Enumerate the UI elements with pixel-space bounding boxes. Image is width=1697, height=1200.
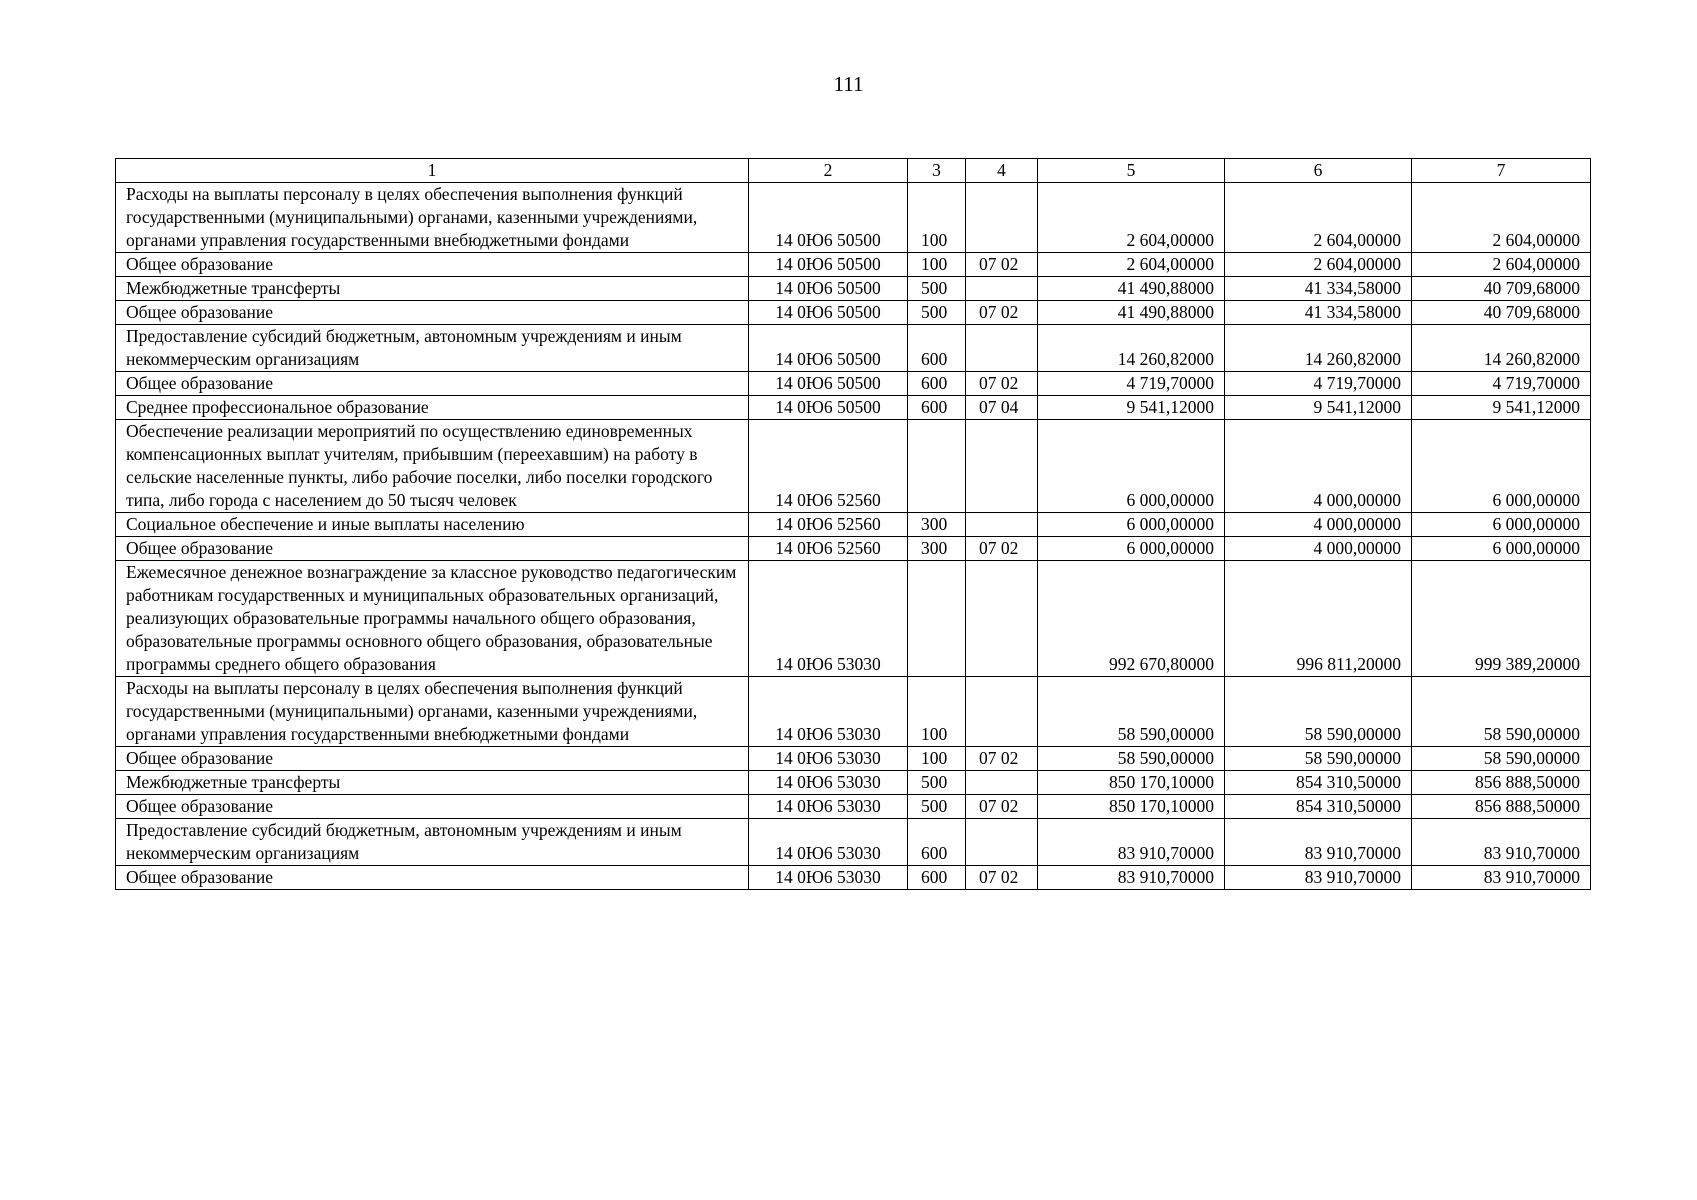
row-vr: 100 — [908, 747, 966, 771]
row-value-7: 40 709,68000 — [1412, 301, 1591, 325]
row-vr: 500 — [908, 301, 966, 325]
row-name: Общее образование — [116, 301, 749, 325]
row-value-5: 2 604,00000 — [1038, 253, 1225, 277]
row-value-5: 992 670,80000 — [1038, 561, 1225, 677]
row-value-5: 850 170,10000 — [1038, 771, 1225, 795]
row-value-7: 58 590,00000 — [1412, 677, 1591, 747]
table-row — [116, 771, 1591, 795]
table-row — [116, 301, 1591, 325]
row-vr: 100 — [908, 253, 966, 277]
row-value-7: 58 590,00000 — [1412, 747, 1591, 771]
row-name: Общее образование — [116, 747, 749, 771]
row-value-6: 41 334,58000 — [1225, 277, 1412, 301]
row-value-5: 6 000,00000 — [1038, 537, 1225, 561]
row-name: Ежемесячное денежное вознаграждение за классное руководство педагогическим работникам государственных и муниципальных образовательных организаций, реализующих образовательные программы начального общего образования, образовательные программы основного общего образования, образовательные программы среднего общего образования — [116, 561, 749, 677]
row-rz — [966, 325, 1038, 372]
row-value-5: 850 170,10000 — [1038, 795, 1225, 819]
row-rz: 07 02 — [966, 537, 1038, 561]
row-value-5: 83 910,70000 — [1038, 866, 1225, 890]
row-vr: 100 — [908, 677, 966, 747]
row-value-5: 41 490,88000 — [1038, 277, 1225, 301]
row-rz — [966, 183, 1038, 253]
row-value-6: 854 310,50000 — [1225, 795, 1412, 819]
row-rz — [966, 277, 1038, 301]
row-rz — [966, 513, 1038, 537]
row-value-5: 58 590,00000 — [1038, 677, 1225, 747]
row-value-6: 4 719,70000 — [1225, 372, 1412, 396]
row-value-6: 41 334,58000 — [1225, 301, 1412, 325]
row-rz: 07 02 — [966, 301, 1038, 325]
row-value-6: 4 000,00000 — [1225, 513, 1412, 537]
row-vr: 600 — [908, 819, 966, 866]
row-rz: 07 02 — [966, 866, 1038, 890]
row-code: 14 0Ю6 53030 — [749, 771, 908, 795]
row-vr: 300 — [908, 537, 966, 561]
row-value-7: 4 719,70000 — [1412, 372, 1591, 396]
table-row — [116, 537, 1591, 561]
row-code: 14 0Ю6 50500 — [749, 183, 908, 253]
table-row — [116, 677, 1591, 747]
row-code: 14 0Ю6 53030 — [749, 819, 908, 866]
row-code: 14 0Ю6 52560 — [749, 420, 908, 513]
row-value-6: 854 310,50000 — [1225, 771, 1412, 795]
table-row — [116, 325, 1591, 372]
row-code: 14 0Ю6 50500 — [749, 277, 908, 301]
row-value-7: 999 389,20000 — [1412, 561, 1591, 677]
row-name: Общее образование — [116, 866, 749, 890]
row-rz: 07 02 — [966, 795, 1038, 819]
row-vr: 300 — [908, 513, 966, 537]
row-rz: 07 04 — [966, 396, 1038, 420]
row-name: Предоставление субсидий бюджетным, автономным учреждениям и иным некоммерческим организациям — [116, 819, 749, 866]
row-value-7: 6 000,00000 — [1412, 537, 1591, 561]
row-value-5: 58 590,00000 — [1038, 747, 1225, 771]
table-row — [116, 513, 1591, 537]
row-value-5: 2 604,00000 — [1038, 183, 1225, 253]
row-name: Социальное обеспечение и иные выплаты населению — [116, 513, 749, 537]
row-vr — [908, 561, 966, 677]
row-code: 14 0Ю6 52560 — [749, 537, 908, 561]
row-name: Расходы на выплаты персоналу в целях обеспечения выполнения функций государственными (муниципальными) органами, казенными учреждениями, органами управления государственными внебюджетными фондами — [116, 183, 749, 253]
row-value-7: 9 541,12000 — [1412, 396, 1591, 420]
row-name: Общее образование — [116, 253, 749, 277]
row-value-6: 4 000,00000 — [1225, 420, 1412, 513]
row-value-7: 6 000,00000 — [1412, 513, 1591, 537]
row-code: 14 0Ю6 50500 — [749, 253, 908, 277]
row-code: 14 0Ю6 50500 — [749, 301, 908, 325]
row-value-7: 2 604,00000 — [1412, 183, 1591, 253]
table-row — [116, 277, 1591, 301]
row-rz: 07 02 — [966, 372, 1038, 396]
row-value-6: 14 260,82000 — [1225, 325, 1412, 372]
row-vr: 500 — [908, 771, 966, 795]
table-row — [116, 561, 1591, 677]
budget-table — [115, 158, 1591, 890]
row-value-5: 14 260,82000 — [1038, 325, 1225, 372]
row-value-7: 2 604,00000 — [1412, 253, 1591, 277]
row-code: 14 0Ю6 50500 — [749, 396, 908, 420]
header-cell-6: 6 — [1225, 159, 1412, 183]
row-vr: 600 — [908, 325, 966, 372]
row-value-7: 14 260,82000 — [1412, 325, 1591, 372]
row-code: 14 0Ю6 53030 — [749, 866, 908, 890]
header-cell-4: 4 — [966, 159, 1038, 183]
row-name: Расходы на выплаты персоналу в целях обеспечения выполнения функций государственными (муниципальными) органами, казенными учреждениями, органами управления государственными внебюджетными фондами — [116, 677, 749, 747]
table-row — [116, 819, 1591, 866]
row-code: 14 0Ю6 53030 — [749, 747, 908, 771]
row-value-7: 40 709,68000 — [1412, 277, 1591, 301]
row-name: Межбюджетные трансферты — [116, 771, 749, 795]
row-value-5: 9 541,12000 — [1038, 396, 1225, 420]
row-vr: 600 — [908, 396, 966, 420]
row-rz: 07 02 — [966, 253, 1038, 277]
row-code: 14 0Ю6 50500 — [749, 372, 908, 396]
row-value-6: 4 000,00000 — [1225, 537, 1412, 561]
row-value-6: 9 541,12000 — [1225, 396, 1412, 420]
header-row — [116, 159, 1591, 183]
row-value-5: 4 719,70000 — [1038, 372, 1225, 396]
row-value-7: 856 888,50000 — [1412, 795, 1591, 819]
row-vr — [908, 420, 966, 513]
table-body — [116, 183, 1591, 890]
row-rz — [966, 771, 1038, 795]
row-vr: 500 — [908, 277, 966, 301]
row-name: Среднее профессиональное образование — [116, 396, 749, 420]
row-rz — [966, 677, 1038, 747]
row-vr: 600 — [908, 866, 966, 890]
header-cell-5: 5 — [1038, 159, 1225, 183]
row-value-6: 58 590,00000 — [1225, 747, 1412, 771]
header-cell-1: 1 — [116, 159, 749, 183]
row-rz — [966, 561, 1038, 677]
row-value-5: 41 490,88000 — [1038, 301, 1225, 325]
row-name: Межбюджетные трансферты — [116, 277, 749, 301]
row-name: Предоставление субсидий бюджетным, автономным учреждениям и иным некоммерческим организациям — [116, 325, 749, 372]
row-value-6: 83 910,70000 — [1225, 819, 1412, 866]
row-rz — [966, 420, 1038, 513]
row-name: Общее образование — [116, 795, 749, 819]
table-row — [116, 747, 1591, 771]
table-row — [116, 866, 1591, 890]
row-value-7: 856 888,50000 — [1412, 771, 1591, 795]
header-cell-2: 2 — [749, 159, 908, 183]
row-value-7: 83 910,70000 — [1412, 866, 1591, 890]
row-name: Обеспечение реализации мероприятий по осуществлению единовременных компенсационных выплат учителям, прибывшим (переехавшим) на работу в сельские населенные пункты, либо рабочие поселки, либо поселки городского типа, либо города с населением до 50 тысяч человек — [116, 420, 749, 513]
header-cell-3: 3 — [908, 159, 966, 183]
row-value-6: 2 604,00000 — [1225, 253, 1412, 277]
table-row — [116, 372, 1591, 396]
page-number: 111 — [833, 72, 864, 96]
row-vr: 500 — [908, 795, 966, 819]
row-rz — [966, 819, 1038, 866]
row-code: 14 0Ю6 53030 — [749, 795, 908, 819]
row-name: Общее образование — [116, 372, 749, 396]
table-row — [116, 183, 1591, 253]
row-code: 14 0Ю6 53030 — [749, 561, 908, 677]
row-value-6: 996 811,20000 — [1225, 561, 1412, 677]
header-cell-7: 7 — [1412, 159, 1591, 183]
row-code: 14 0Ю6 52560 — [749, 513, 908, 537]
row-vr: 600 — [908, 372, 966, 396]
row-rz: 07 02 — [966, 747, 1038, 771]
row-value-5: 6 000,00000 — [1038, 513, 1225, 537]
table-row — [116, 420, 1591, 513]
row-code: 14 0Ю6 50500 — [749, 325, 908, 372]
row-value-5: 83 910,70000 — [1038, 819, 1225, 866]
row-value-6: 83 910,70000 — [1225, 866, 1412, 890]
row-value-7: 6 000,00000 — [1412, 420, 1591, 513]
row-code: 14 0Ю6 53030 — [749, 677, 908, 747]
table-row — [116, 253, 1591, 277]
row-vr: 100 — [908, 183, 966, 253]
row-value-6: 58 590,00000 — [1225, 677, 1412, 747]
table-row — [116, 795, 1591, 819]
row-value-7: 83 910,70000 — [1412, 819, 1591, 866]
row-value-6: 2 604,00000 — [1225, 183, 1412, 253]
table-row — [116, 396, 1591, 420]
row-name: Общее образование — [116, 537, 749, 561]
row-value-5: 6 000,00000 — [1038, 420, 1225, 513]
